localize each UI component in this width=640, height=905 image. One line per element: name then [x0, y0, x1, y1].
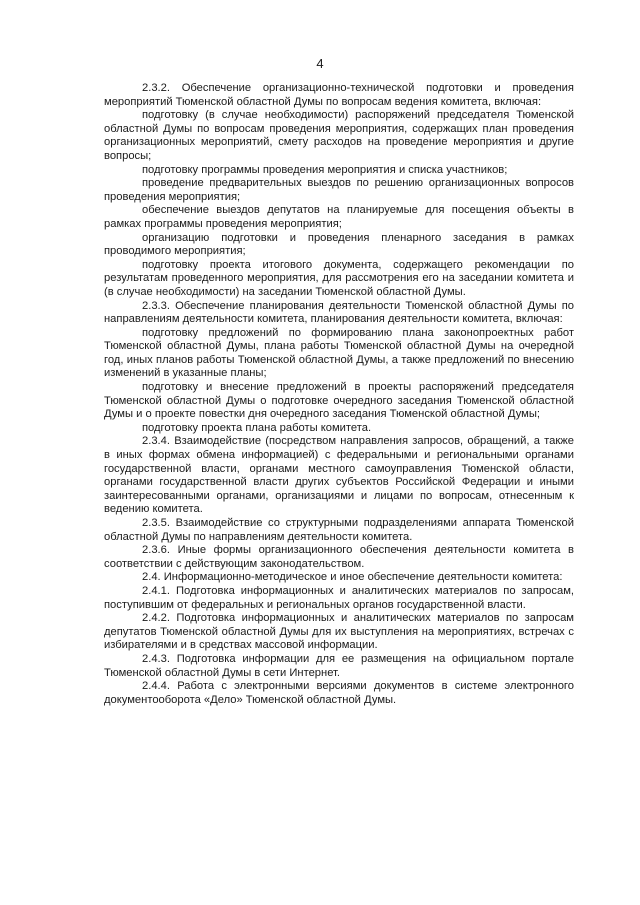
paragraph-item: подготовку проекта итогового документа, содержащего рекомендации по результатам проведенного мероприятия, для рассмотрения его на заседании комитета и (в случае необходимости) на заседании Тюменской областной Думы.	[104, 258, 574, 298]
document-body	[104, 82, 574, 707]
paragraph-item: проведение предварительных выездов по решению организационных вопросов проведения мероприятия;	[104, 177, 574, 203]
paragraph-2-4: 2.4. Информационно-методическое и иное обеспечение деятельности комитета:	[142, 571, 563, 584]
paragraph-item: подготовку программы проведения мероприятия и списка участников;	[142, 163, 508, 176]
paragraph-item: подготовку проекта плана работы комитета.	[142, 421, 372, 434]
paragraph-item: подготовку (в случае необходимости) распоряжений председателя Тюменской областной Думы по вопросам проведения мероприятия, содержащих план проведения организационных мероприятий, смету расходов на проведение мероприятия и другие вопросы;	[104, 109, 574, 162]
paragraph-2-4-3: 2.4.3. Подготовка информации для ее размещения на официальном портале Тюменской областной Думы в сети Интернет.	[104, 652, 574, 679]
paragraph-item: обеспечение выездов депутатов на планируемые для посещения объекты в рамках программы проведения мероприятия;	[104, 204, 574, 230]
paragraph-2-4-2: 2.4.2. Подготовка информационных и аналитических материалов по запросам депутатов Тюменской областной Думы для их выступления на мероприятиях, встречах с избирателями и в средствах массовой информации.	[104, 612, 574, 652]
paragraph-item: подготовку и внесение предложений в проекты распоряжений председателя Тюменской областной Думы о подготовке очередного заседания Тюменской областной Думы и о проекте повестки дня очередного заседания Тюменской областной Думы;	[104, 381, 574, 421]
paragraph-item: организацию подготовки и проведения пленарного заседания в рамках проводимого мероприятия;	[104, 231, 574, 258]
paragraph-2-4-4: 2.4.4. Работа с электронными версиями документов в системе электронного документооборота «Дело» Тюменской областной Думы.	[104, 680, 574, 706]
paragraph-2-3-2: 2.3.2. Обеспечение организационно-технической подготовки и проведения мероприятий Тюменской областной Думы по вопросам ведения комитета, включая:	[104, 82, 574, 108]
paragraph-2-3-4: 2.3.4. Взаимодействие (посредством направления запросов, обращений, а также в иных формах обмена информацией) с федеральными и региональными органами государственной власти, органами местного самоуправления Тюменской области, органами государственной власти других субъектов Российской Федерации и иными заинтересованными органами, организациями и лицами по вопросам, отнесенным к ведению комитета.	[104, 435, 574, 516]
paragraph-2-3-3: 2.3.3. Обеспечение планирования деятельности Тюменской областной Думы по направлениям деятельности комитета, планирования деятельности комитета, включая:	[104, 299, 574, 326]
paragraph-2-4-1: 2.4.1. Подготовка информационных и аналитических материалов по запросам, поступившим от федеральных и региональных органов государственной власти.	[104, 584, 574, 611]
paragraph-2-3-5: 2.3.5. Взаимодействие со структурными подразделениями аппарата Тюменской областной Думы по направлениям деятельности комитета.	[104, 517, 574, 543]
paragraph-2-3-6: 2.3.6. Иные формы организационного обеспечения деятельности комитета в соответствии с действующим законодательством.	[104, 544, 574, 570]
paragraph-item: подготовку предложений по формированию плана законопроектных работ Тюменской областной Думы, плана работы Тюменской областной Думы на очередной год, иных планов работы Тюменской областной Думы, а также предложений по внесению изменений в указанные планы;	[104, 326, 574, 380]
page-number: 4	[316, 56, 324, 71]
